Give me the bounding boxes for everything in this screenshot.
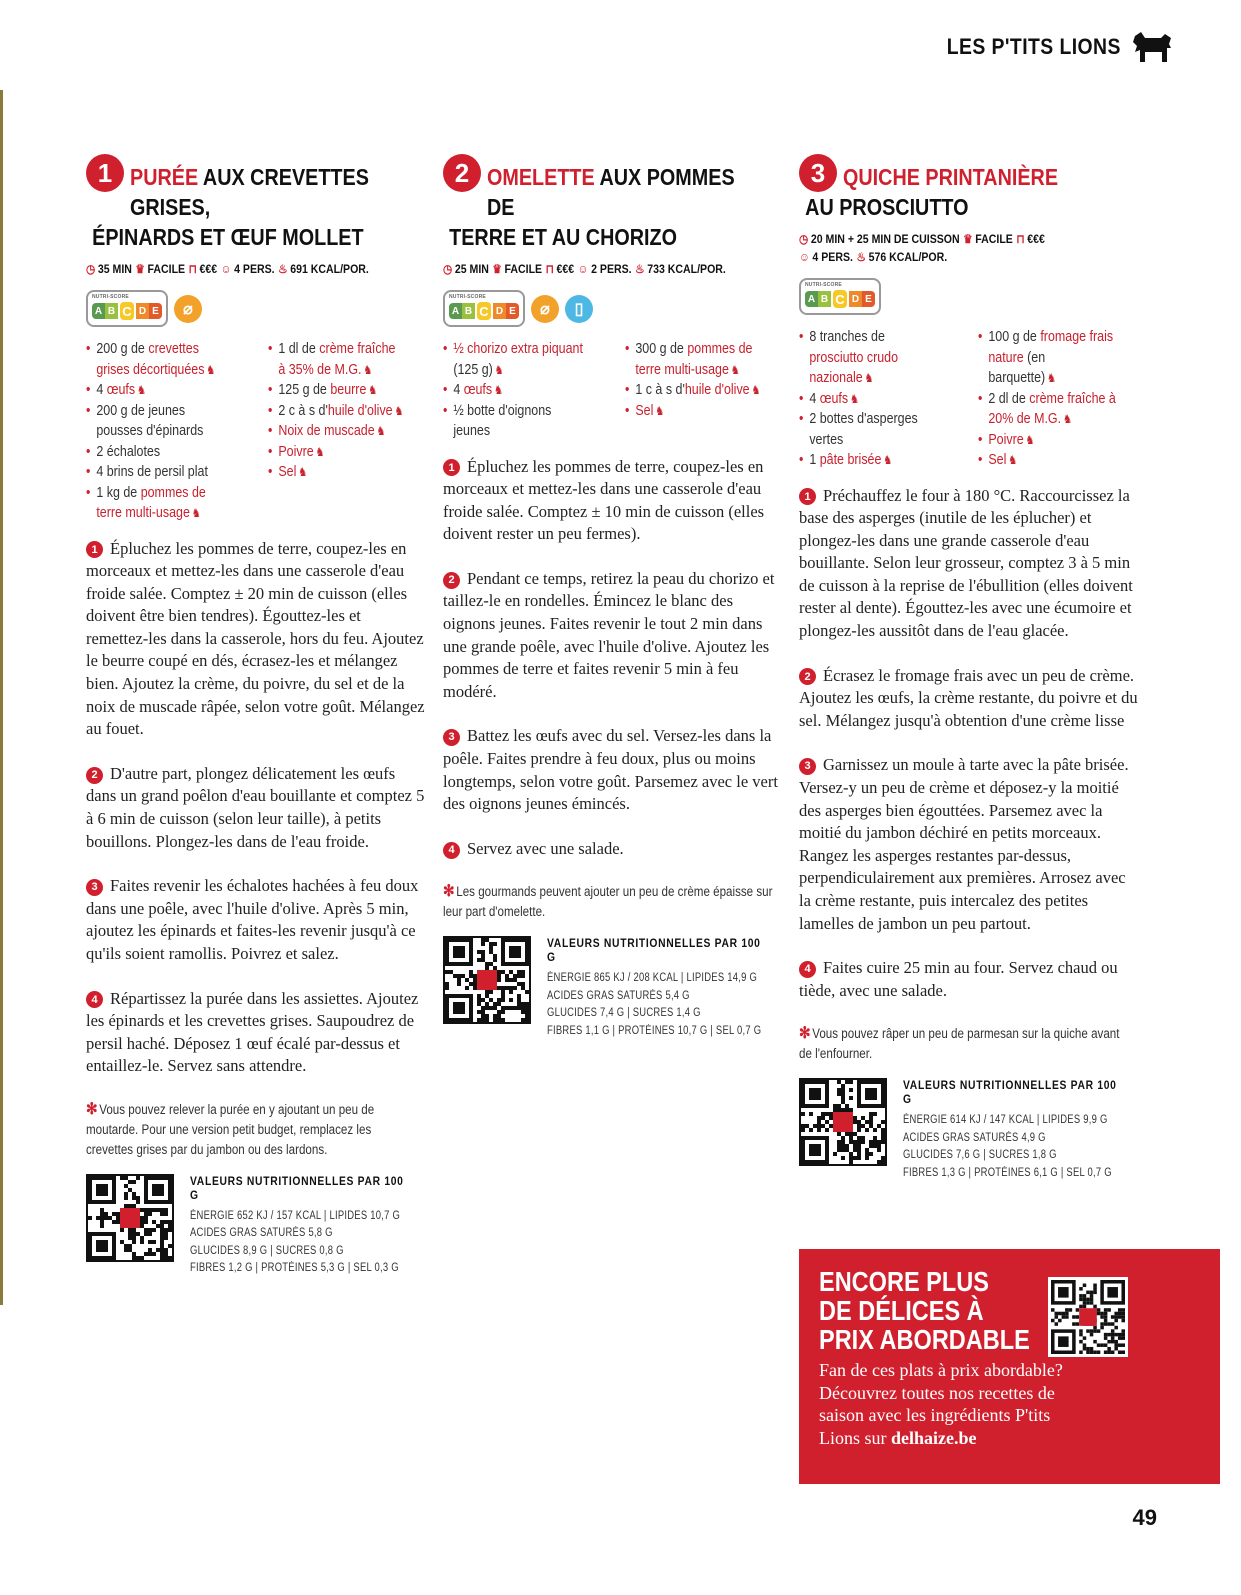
lion-icon xyxy=(1131,30,1173,64)
steps xyxy=(443,456,783,861)
lion-icon: ♞ xyxy=(1063,412,1073,426)
title-line2: TERRE ET AU CHORIZO xyxy=(449,224,678,250)
ingredient-item: • 1 c à s d'huile d'olive ♞ xyxy=(625,380,761,401)
persons: 4 PERS. xyxy=(234,262,275,276)
gluten-free-icon: ⌀ xyxy=(531,295,559,323)
lion-icon: ♞ xyxy=(655,403,665,418)
title-rest: AUX CREVETTES GRISES, xyxy=(130,164,369,220)
lion-icon: ♞ xyxy=(376,424,386,438)
time: 20 MIN + 25 MIN DE CUISSON xyxy=(810,232,960,246)
ingredient-item: • 4 brins de persil plat xyxy=(86,462,230,483)
page-header xyxy=(923,30,1173,64)
step: 4 Faites cuire 25 min au four. Servez chaud ou tiède, avec une salade. xyxy=(799,958,1118,1000)
recipe-2 xyxy=(443,150,783,1040)
persons: 4 PERS. xyxy=(812,250,853,264)
ingredient-item: • 2 échalotes xyxy=(86,442,230,463)
ingredient-item: • 100 g de fromage frais nature (en barquette) ♞ xyxy=(978,327,1116,389)
step: 3 Faites revenir les échalotes hachées à feu doux dans une poêle, avec l'huile d'olive. Après 5 min, ajoutez les épinards et faites-les revenir jusqu'à ce qu'ils soient ramollis. Poivrez et salez. xyxy=(86,876,419,963)
lion-icon: ♞ xyxy=(751,383,761,397)
recipe-meta xyxy=(799,232,1063,264)
recipe-title xyxy=(799,150,1139,222)
qr-code[interactable] xyxy=(799,1078,887,1166)
step: 4 Servez avec une salade. xyxy=(443,838,783,861)
ingredient-item: • ½ chorizo extra piquant (125 g) ♞ xyxy=(443,339,587,380)
clock-icon: ◷ xyxy=(86,262,96,276)
lion-icon: ♞ xyxy=(363,362,373,377)
price: €€€ xyxy=(1027,232,1045,246)
step: 1 Préchauffez le four à 180 °C. Raccourcissez la base des asperges (inutile de les éplucher) et plongez-les dans une grande casserole d'eau bouillante. Selon leur grosseur, comptez 3 à 5 min de cuisson à la reprise de l'ébullition (elles doivent rester al dente). Égouttez-les avec une écumoire et plongez-les aussitôt dans de l'eau glacée. xyxy=(799,485,1133,641)
ingredient-item: • Sel ♞ xyxy=(268,462,404,483)
gluten-free-icon: ⌀ xyxy=(174,295,202,323)
step: 4 Répartissez la purée dans les assiettes. Ajoutez les épinards et les crevettes grises. Saupoudrez de persil haché. Déposez 1 œuf écalé par-dessus et entaillez-le. Servez sans attendre. xyxy=(86,988,419,1076)
step: 3 Battez les œufs avec du sel. Versez-les dans la poêle. Faites prendre à feu doux, plus ou moins longtemps, selon votre goût. Parsemez avec le vert des oignons jeunes émincés. xyxy=(443,726,778,814)
persons-icon: ☺ xyxy=(220,262,232,276)
difficulty: FACILE xyxy=(504,262,543,276)
promo-link[interactable]: delhaize.be xyxy=(891,1427,977,1448)
ingredient-item: • 125 g de beurre ♞ xyxy=(268,380,404,401)
qr-pattern xyxy=(88,1176,172,1260)
lion-icon: ♞ xyxy=(394,403,404,418)
lion-icon: ♞ xyxy=(1047,371,1057,385)
ingredient-list xyxy=(86,339,426,524)
ingredient-item: • 200 g de crevettes grises décortiquées ♞ xyxy=(86,339,230,380)
title-highlight: QUICHE PRINTANIÈRE xyxy=(843,164,1059,190)
step: 2 Écrasez le fromage frais avec un peu de crème. Ajoutez les œufs, la crème restante, du poivre et du sel. Mélangez jusqu'à obtention d'une crème lisse xyxy=(799,665,1138,730)
time: 35 MIN xyxy=(97,262,132,276)
recipe-title xyxy=(443,150,783,252)
step: 2 Pendant ce temps, retirez la peau du chorizo et taillez-le en rondelles. Émincez le blanc des oignons jeunes. Faites revenir le tout 2 min dans une grande poêle, avec l'huile d'olive. Ajoutez les pommes de terre et faites revenir 5 min à feu modéré. xyxy=(443,568,775,701)
difficulty: FACILE xyxy=(975,232,1013,246)
lion-icon: ♞ xyxy=(1025,432,1036,447)
step-number: 3 xyxy=(799,758,816,775)
nutrition-title: VALEURS NUTRITIONNELLES PAR 100 G xyxy=(190,1173,404,1202)
basket-icon: ⊓ xyxy=(1016,232,1025,246)
step-number: 4 xyxy=(86,991,103,1008)
step-number: 2 xyxy=(86,767,103,784)
title-line2: ÉPINARDS ET ŒUF MOLLET xyxy=(92,224,364,250)
step-number: 4 xyxy=(443,842,460,859)
ingredient-item: • 1 pâte brisée ♞ xyxy=(799,450,941,471)
lightbulb-icon: ✻ xyxy=(86,1100,98,1118)
ingredient-item: • 2 c à s d'huile d'olive ♞ xyxy=(268,401,404,422)
lion-icon: ♞ xyxy=(298,465,308,479)
ingredient-item: • 4 œufs ♞ xyxy=(86,380,230,401)
difficulty: FACILE xyxy=(147,262,186,276)
basket-icon: ⊓ xyxy=(188,262,197,276)
brand-title: LES P'TITS LIONS xyxy=(946,34,1121,59)
promo-title: ENCORE PLUS DE DÉLICES À PRIX ABORDABLE xyxy=(819,1266,1030,1355)
step: 2 D'autre part, plongez délicatement les œufs dans un grand poêlon d'eau bouillante et comptez 5 à 6 min de cuisson (selon leur taille), à petits bouillons. Plongez-les dans de l'eau froide. xyxy=(86,763,425,851)
ingredient-item: • 8 tranches de prosciutto crudo nazionale ♞ xyxy=(799,327,941,389)
qr-code[interactable] xyxy=(86,1174,174,1262)
step-number: 1 xyxy=(86,541,103,558)
promo-qr-code[interactable] xyxy=(1048,1277,1128,1357)
nutri-score-badge: NUTRI-SCORE A B C D E xyxy=(86,290,168,327)
step: 1 Épluchez les pommes de terre, coupez-les en morceaux et mettez-les dans une casserole d'eau froide salée. Comptez ± 10 min de cuisson (elles doivent rester un peu fermes). xyxy=(443,456,765,544)
lion-icon: ♞ xyxy=(315,444,325,459)
lightbulb-icon: ✻ xyxy=(443,883,455,901)
nutrition-title: VALEURS NUTRITIONNELLES PAR 100 G xyxy=(903,1078,1117,1107)
ingredient-item: • 1 kg de pommes de terre multi-usage ♞ xyxy=(86,483,230,524)
lion-icon: ♞ xyxy=(368,383,378,397)
kcal: 691 KCAL/POR. xyxy=(290,262,369,276)
ingredient-list xyxy=(799,327,1139,471)
ingredient-item: • 1 dl de crème fraîche à 35% de M.G. ♞ xyxy=(268,339,404,380)
page-edge-rule xyxy=(0,90,3,1305)
step-number: 2 xyxy=(799,668,816,685)
ingredient-item: • Poivre ♞ xyxy=(268,442,404,463)
chef-hat-icon: ♛ xyxy=(135,262,145,276)
clock-icon: ◷ xyxy=(443,262,453,276)
recipe-number-badge: 2 xyxy=(443,154,481,192)
lion-icon: ♞ xyxy=(494,362,504,377)
recipe-meta xyxy=(443,262,786,276)
nutrition-block: VALEURS NUTRITIONNELLES PAR 100 G ÉNERGIE 652 KJ / 157 KCAL | LIPIDES 10,7 G ACIDES GRAS SATURÉS 5,8 G GLUCIDES 8,9 G | SUCRES 0,8 G FIBRES 1,2 G | PROTÉINES 5,3 G | SEL 0,3 G xyxy=(86,1174,426,1278)
ingredient-item: • 4 œufs ♞ xyxy=(443,380,587,401)
step-number: 2 xyxy=(443,572,460,589)
ingredient-item: • Noix de muscade ♞ xyxy=(268,421,404,442)
chef-hat-icon: ♛ xyxy=(492,262,502,276)
page-number: 49 xyxy=(1132,1505,1157,1530)
price: €€€ xyxy=(556,262,575,276)
persons-icon: ☺ xyxy=(799,250,810,264)
qr-pattern xyxy=(801,1080,885,1164)
recipe-1 xyxy=(86,150,426,1278)
ingredient-item: • 200 g de jeunes pousses d'épinards xyxy=(86,401,230,442)
persons-icon: ☺ xyxy=(577,262,589,276)
recipe-meta xyxy=(86,262,429,276)
ingredient-item: • Sel ♞ xyxy=(625,401,761,422)
ingredient-item: • 2 bottes d'asperges vertes xyxy=(799,409,941,450)
ingredient-item: • ½ botte d'oignons jeunes xyxy=(443,401,587,442)
ingredient-item: • 300 g de pommes de terre multi-usage ♞ xyxy=(625,339,761,380)
persons: 2 PERS. xyxy=(591,262,632,276)
price: €€€ xyxy=(199,262,218,276)
recipe-number-badge: 1 xyxy=(86,154,124,192)
promo-box xyxy=(799,1249,1220,1484)
lion-icon: ♞ xyxy=(883,453,893,467)
tip: ✻ Vous pouvez râper un peu de parmesan sur la quiche avant de l'enfourner. xyxy=(799,1025,1120,1062)
flame-icon: ♨ xyxy=(635,262,645,276)
step-number: 3 xyxy=(443,729,460,746)
tip: ✻ Les gourmands peuvent ajouter un peu de crème épaisse sur leur part d'omelette. xyxy=(443,883,773,920)
lion-icon: ♞ xyxy=(1008,453,1018,467)
nutri-score-badge: NUTRI-SCORE A B C D E xyxy=(443,290,525,327)
qr-pattern xyxy=(445,938,529,1022)
title-highlight: PURÉE xyxy=(130,164,199,190)
nutrition-block: VALEURS NUTRITIONNELLES PAR 100 G ÉNERGIE 865 KJ / 208 KCAL | LIPIDES 14,9 G ACIDES GRAS SATURÉS 5,4 G GLUCIDES 7,4 G | SUCRES 1,4 G FIBRES 1,1 G | PROTÉINES 10,7 G | SEL 0,7 G xyxy=(443,936,783,1040)
tip: ✻ Vous pouvez relever la purée en y ajoutant un peu de moutarde. Pour une version petit budget, remplacez les crevettes grises par du jambon ou des lardons. xyxy=(86,1100,375,1157)
nutrition-title: VALEURS NUTRITIONNELLES PAR 100 G xyxy=(547,936,761,965)
chef-hat-icon: ♛ xyxy=(963,232,973,246)
flame-icon: ♨ xyxy=(856,250,866,264)
promo-body: Fan de ces plats à prix abordable? Découvrez toutes nos recettes de saison avec les ingrédients P'tits Lions sur delhaize.be xyxy=(819,1360,1063,1448)
steps xyxy=(86,538,426,1078)
ingredient-list xyxy=(443,339,783,442)
lactose-free-icon: ▯ xyxy=(565,295,593,323)
qr-code[interactable] xyxy=(443,936,531,1024)
lion-icon: ♞ xyxy=(206,362,216,377)
lion-icon: ♞ xyxy=(730,362,740,377)
title-rest: AUX POMMES DE xyxy=(487,164,735,220)
ingredient-item: • Poivre ♞ xyxy=(978,430,1116,451)
lion-icon: ♞ xyxy=(493,383,504,397)
nutri-score-badge: NUTRI-SCORE A B C D E xyxy=(799,278,881,315)
ingredient-item: • Sel ♞ xyxy=(978,450,1116,471)
flame-icon: ♨ xyxy=(278,262,288,276)
step-number: 4 xyxy=(799,961,816,978)
recipe-title xyxy=(86,150,426,252)
step-number: 1 xyxy=(443,459,460,476)
recipe-number-badge: 3 xyxy=(799,154,837,192)
time: 25 MIN xyxy=(454,262,489,276)
basket-icon: ⊓ xyxy=(545,262,554,276)
lightbulb-icon: ✻ xyxy=(799,1025,811,1043)
nutrition-block: VALEURS NUTRITIONNELLES PAR 100 G ÉNERGIE 614 KJ / 147 KCAL | LIPIDES 9,9 G ACIDES GRAS SATURÉS 4,9 G GLUCIDES 7,6 G | SUCRES 1,8 G FIBRES 1,3 G | PROTÉINES 6,1 G | SEL 0,7 G xyxy=(799,1078,1139,1182)
title-highlight: OMELETTE xyxy=(487,164,595,190)
step: 1 Épluchez les pommes de terre, coupez-les en morceaux et mettez-les dans une casserole d'eau froide salée. Comptez ± 20 min de cuisson (elles doivent être bien tendres). Égouttez-les et remettez-les dans la casserole, hors du feu. Ajoutez le beurre coupé en dés, écrasez-les et mélangez bien. Ajoutez la crème, du poivre, du sel et de la noix de muscade râpée, selon votre goût. Mélangez au fouet. xyxy=(86,538,425,739)
kcal: 733 KCAL/POR. xyxy=(647,262,726,276)
title-line2: AU PROSCIUTTO xyxy=(805,194,969,220)
step: 3 Garnissez un moule à tarte avec la pâte brisée. Versez-y un peu de crème et déposez-y la moitié des asperges bien égouttées. Parsemez avec la moitié du jambon déchiré en petits morceaux. Rangez les asperges restantes par-dessus, perpendiculairement aux premières. Arrosez avec la crème restante, puis intercalez des petites lamelles de jambon un peu partout. xyxy=(799,755,1129,933)
lion-icon: ♞ xyxy=(864,371,874,385)
ingredient-item: • 2 dl de crème fraîche à 20% de M.G. ♞ xyxy=(978,389,1116,430)
kcal: 576 KCAL/POR. xyxy=(868,250,948,264)
lion-icon: ♞ xyxy=(136,383,147,397)
ingredient-item: • 4 œufs ♞ xyxy=(799,389,941,410)
clock-icon: ◷ xyxy=(799,232,809,246)
qr-pattern xyxy=(1051,1280,1125,1354)
step-number: 3 xyxy=(86,879,103,896)
step-number: 1 xyxy=(799,488,816,505)
lion-icon: ♞ xyxy=(191,506,201,520)
recipe-3 xyxy=(799,150,1139,1182)
lion-icon: ♞ xyxy=(849,391,860,406)
steps xyxy=(799,485,1139,1003)
